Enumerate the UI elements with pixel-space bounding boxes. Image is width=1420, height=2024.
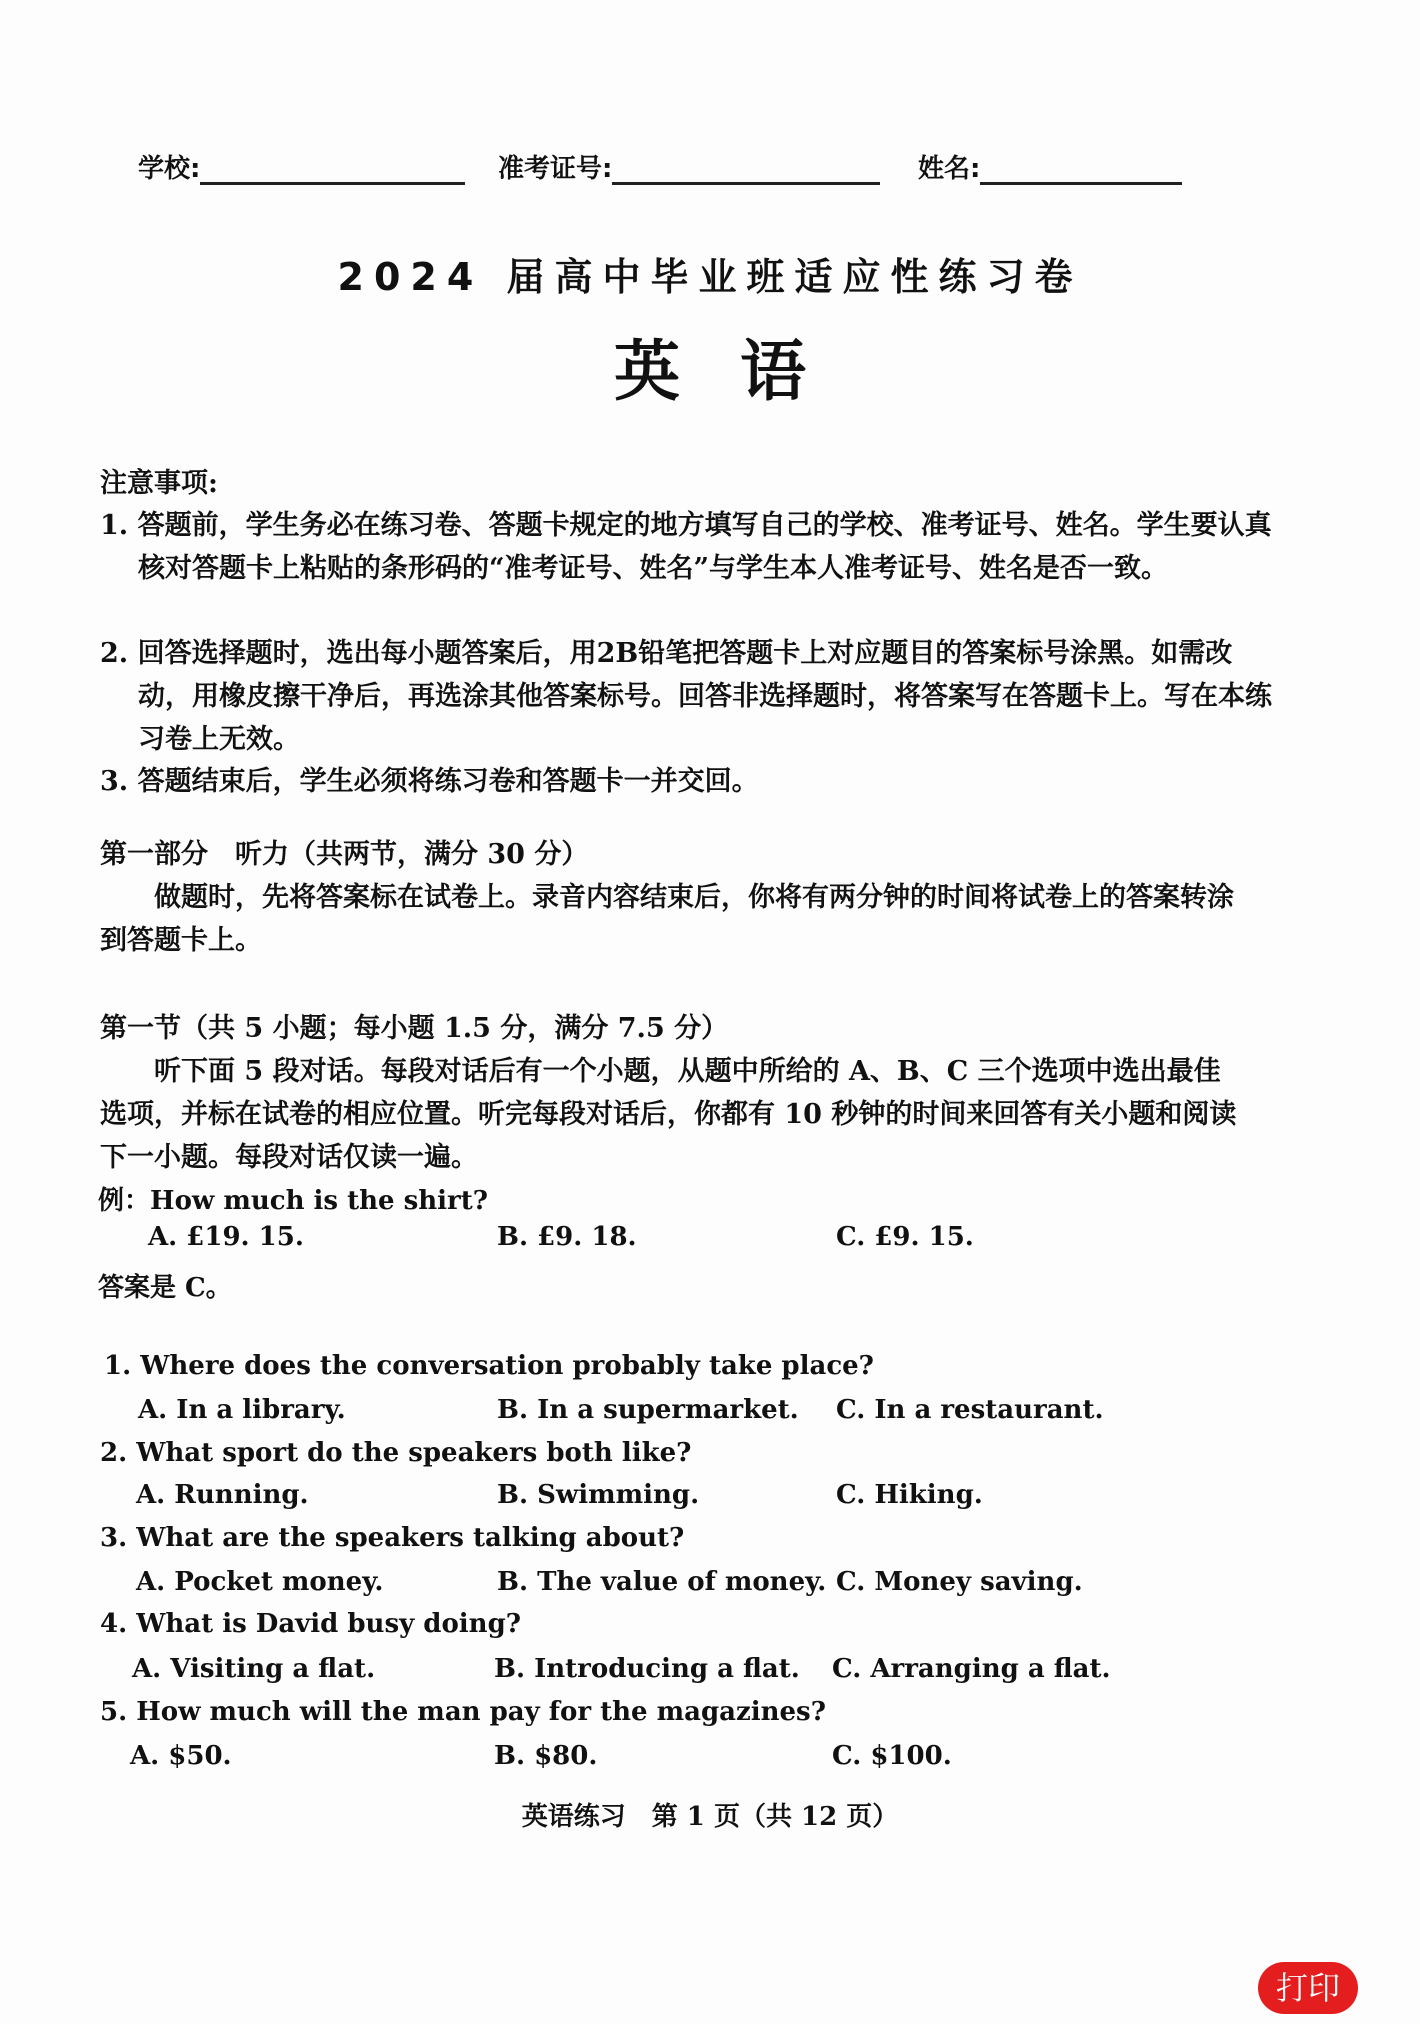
section1-heading: 第一节（共 5 小题；每小题 1.5 分，满分 7.5 分）: [100, 1013, 729, 1044]
page-footer: 英语练习 第 1 页（共 12 页）: [521, 1802, 899, 1832]
name-blank: [980, 156, 1182, 185]
section1-instructions: 听下面 5 段对话。每段对话后有一个小题，从题中所给的 A、B、C 三个选项中选出最佳选项，并标在试卷的相应位置。听完每段对话后，你都有 10 秒钟的时间来回答有关小题和阅读下一小题。每段对话仅读一遍。: [100, 1056, 1237, 1173]
note-item: 3. 答题结束后，学生必须将练习卷和答题卡一并交回。: [100, 766, 759, 797]
option: B. In a supermarket.: [497, 1395, 799, 1425]
part1-instructions: 做题时，先将答案标在试卷上。录音内容结束后，你将有两分钟的时间将试卷上的答案转涂到答题卡上。: [100, 882, 1234, 956]
exam-id-field: [498, 148, 880, 185]
option: A. $50.: [130, 1741, 232, 1771]
option: A. Running.: [136, 1480, 309, 1510]
question-3: 3. What are the speakers talking about?: [100, 1523, 685, 1553]
name-label: 姓名:: [918, 154, 981, 184]
notes-heading: 注意事项:: [100, 468, 218, 499]
example-question: 例：How much is the shirt?: [98, 1186, 488, 1216]
option: B. $80.: [494, 1741, 598, 1771]
option: C. Arranging a flat.: [832, 1654, 1111, 1684]
option: A. Visiting a flat.: [132, 1654, 376, 1684]
option: B. Swimming.: [497, 1480, 700, 1510]
school-field: [138, 148, 465, 185]
option: A. Pocket money.: [136, 1567, 384, 1597]
question-4: 4. What is David busy doing?: [100, 1609, 521, 1639]
option: C. $100.: [832, 1741, 952, 1771]
example-answer: 答案是 C。: [98, 1273, 232, 1303]
option: B. The value of money.: [497, 1567, 827, 1597]
example-option: B. £9. 18.: [497, 1222, 637, 1252]
exam-id-label: 准考证号:: [498, 154, 613, 184]
part1-heading: 第一部分 听力（共两节，满分 30 分）: [100, 839, 589, 870]
exam-id-blank: [612, 156, 880, 185]
note-item: 2. 回答选择题时，选出每小题答案后，用2B铅笔把答题卡上对应题目的答案标号涂黑。如需改动，用橡皮擦干净后，再选涂其他答案标号。回答非选择题时，将答案写在答题卡上。写在本练习卷上无效。: [100, 638, 1272, 755]
option: B. Introducing a flat.: [494, 1654, 800, 1684]
question-5: 5. How much will the man pay for the magazines?: [100, 1697, 826, 1727]
print-button[interactable]: 打印: [1258, 1962, 1358, 2014]
option: C. Money saving.: [836, 1567, 1083, 1597]
option: A. In a library.: [138, 1395, 346, 1425]
subject-title: 英语: [614, 333, 866, 410]
option: C. In a restaurant.: [836, 1395, 1104, 1425]
question-2: 2. What sport do the speakers both like?: [100, 1438, 692, 1468]
example-option: C. £9. 15.: [836, 1222, 974, 1252]
question-1: 1. Where does the conversation probably take place?: [104, 1351, 874, 1381]
option: C. Hiking.: [836, 1480, 983, 1510]
name-field: [918, 148, 1182, 185]
example-option: A. £19. 15.: [148, 1222, 304, 1252]
note-item: 1. 答题前，学生务必在练习卷、答题卡规定的地方填写自己的学校、准考证号、姓名。学生要认真核对答题卡上粘贴的条形码的“准考证号、姓名”与学生本人准考证号、姓名是否一致。: [100, 510, 1272, 584]
exam-title: 2024 届高中毕业班适应性练习卷: [337, 255, 1083, 299]
school-label: 学校:: [138, 154, 201, 184]
school-blank: [200, 156, 465, 185]
